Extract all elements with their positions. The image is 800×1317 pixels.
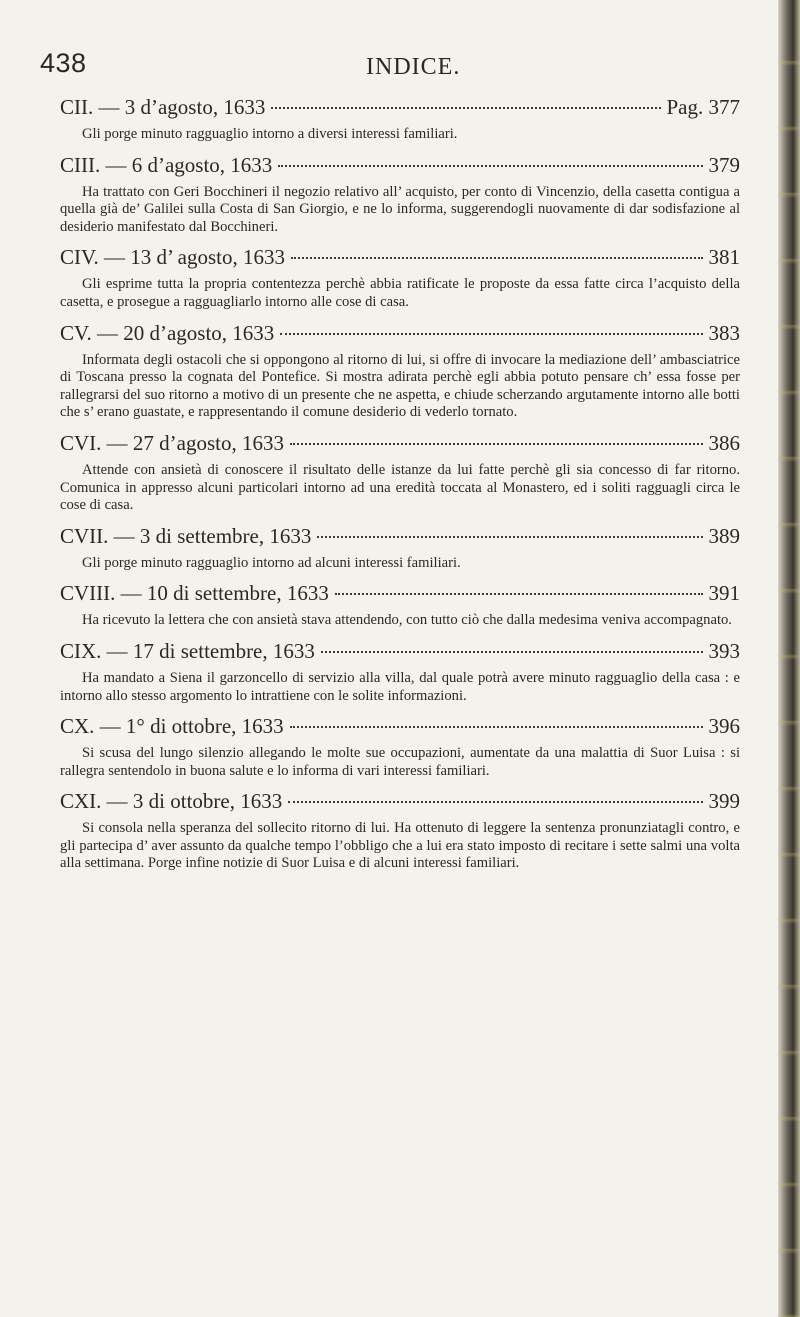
entry-title: CX. — 1° di ottobre, 1633 — [60, 714, 284, 739]
dot-leader — [317, 536, 702, 538]
entry-page-ref: 391 — [708, 581, 740, 606]
index-entry — [60, 580, 740, 630]
entry-title: CVII. — 3 di settembre, 1633 — [60, 523, 312, 548]
entry-page-ref: 379 — [708, 152, 740, 177]
index-entry — [60, 638, 740, 705]
entry-heading — [60, 320, 740, 346]
dot-leader — [335, 593, 703, 595]
entry-page-ref: 396 — [708, 714, 740, 739]
index-entry — [60, 320, 740, 422]
entry-heading — [60, 638, 740, 664]
entry-heading — [60, 94, 740, 120]
page-number: 438 — [40, 48, 87, 78]
page-header — [40, 48, 740, 88]
entry-title: CVIII. — 10 di settembre, 1633 — [60, 581, 329, 606]
entry-heading — [60, 430, 740, 456]
dot-leader — [271, 107, 660, 109]
entry-page-ref: Pag. 377 — [666, 95, 740, 119]
entry-heading — [60, 713, 740, 739]
entry-description: Si scusa del lungo silenzio allegando le molte sue occupazioni, aumentate da una malattia di Suor Luisa : si rallegra sentendolo in buona salute e lo informa di vari interessi familiari. — [60, 745, 740, 779]
index-entry — [60, 523, 740, 573]
index-entry — [60, 152, 740, 237]
entry-heading — [60, 523, 740, 549]
index-entry — [60, 94, 740, 144]
entry-heading — [60, 244, 740, 270]
entry-page-ref: 383 — [708, 320, 740, 345]
entry-title: CII. — 3 d’agosto, 1633 — [60, 95, 266, 119]
entry-description: Ha trattato con Geri Bocchineri il negozio relativo all’ acquisto, per conto di Vincenzio, della casetta contigua a quella già de’ Galilei sulla Costa di San Giorgio, e ne lo informa, suggerendogli nuovamente di dar sodisfazione al desiderio manifestato dal Bocchineri. — [60, 183, 740, 235]
entry-page-ref: 399 — [708, 789, 740, 814]
dot-leader — [321, 651, 703, 653]
dot-leader — [280, 333, 702, 335]
entry-title: CVI. — 27 d’agosto, 1633 — [60, 430, 284, 455]
entry-description: Si consola nella speranza del sollecito ritorno di lui. Ha ottenuto di leggere la sentenza pronunziatagli contro, e gli partecipa d’ aver assunto da qualche tempo l’obbligo che a lui era stato imposto di recitare i sette salmi una volta alla settimana. Porge infine notizie di Suor Luisa e di alcuni interessi familiari. — [60, 820, 740, 872]
entry-description: Informata degli ostacoli che si oppongono al ritorno di lui, si offre di invocare la mediazione dell’ ambasciatrice di Toscana presso la cognata del Pontefice. Si mostra adirata perchè egli abbia potuto pensare ch’ essa fosse per rallegrarsi del suo ritorno a motivo di un presente che ne aspetta, e chiude scherzando argutamente intorno alle botti che s’ erano guastate, e rappresentando il comune desiderio di vederlo tornato. — [60, 351, 740, 421]
index-entry — [60, 788, 740, 873]
index-entry — [60, 713, 740, 780]
entry-heading — [60, 788, 740, 814]
dot-leader — [288, 801, 702, 803]
dot-leader — [278, 165, 702, 167]
dot-leader — [290, 443, 703, 445]
index-entries — [60, 94, 740, 873]
entry-title: CIII. — 6 d’agosto, 1633 — [60, 152, 273, 177]
entry-title: CIX. — 17 di settembre, 1633 — [60, 638, 315, 663]
entry-title: CV. — 20 d’agosto, 1633 — [60, 320, 275, 345]
index-entry — [60, 244, 740, 311]
entry-description: Ha ricevuto la lettera che con ansietà stava attendendo, con tutto ciò che dalla medesima veniva accompagnato. — [82, 612, 732, 629]
entry-page-ref: 389 — [708, 523, 740, 548]
entry-heading — [60, 580, 740, 606]
entry-heading — [60, 152, 740, 178]
entry-page-ref: 393 — [708, 638, 740, 663]
dot-leader — [291, 257, 703, 259]
index-entry — [60, 430, 740, 515]
page-edge-marks — [778, 0, 800, 1317]
entry-page-ref: 381 — [708, 245, 740, 270]
entry-description: Gli porge minuto ragguaglio intorno ad alcuni interessi familiari. — [82, 554, 461, 571]
entry-description: Ha mandato a Siena il garzoncello di servizio alla villa, dal quale potrà avere minuto ragguaglio della casa : e intorno allo stesso argomento lo intrattiene con le solite informazioni. — [60, 669, 740, 704]
dot-leader — [290, 726, 703, 728]
entry-title: CXI. — 3 di ottobre, 1633 — [60, 789, 283, 814]
entry-description: Attende con ansietà di conoscere il risultato delle istanze da lui fatte perchè gli sia concesso di far ritorno. Comunica in appresso alcuni particolari intorno ad una eredità toccata al Monastero, ed i soliti ragguagli circa le cose di casa. — [60, 461, 740, 514]
entry-description: Gli esprime tutta la propria contentezza perchè abbia ratificate le proposte da essa fatte circa l’acquisto della casetta, e prosegue a ragguagliarlo intorno alle cose di casa. — [60, 276, 740, 310]
running-title: INDICE. — [366, 54, 461, 80]
entry-title: CIV. — 13 d’ agosto, 1633 — [60, 245, 285, 270]
entry-description: Gli porge minuto ragguaglio intorno a diversi interessi familiari. — [82, 126, 458, 142]
entry-page-ref: 386 — [708, 430, 740, 455]
